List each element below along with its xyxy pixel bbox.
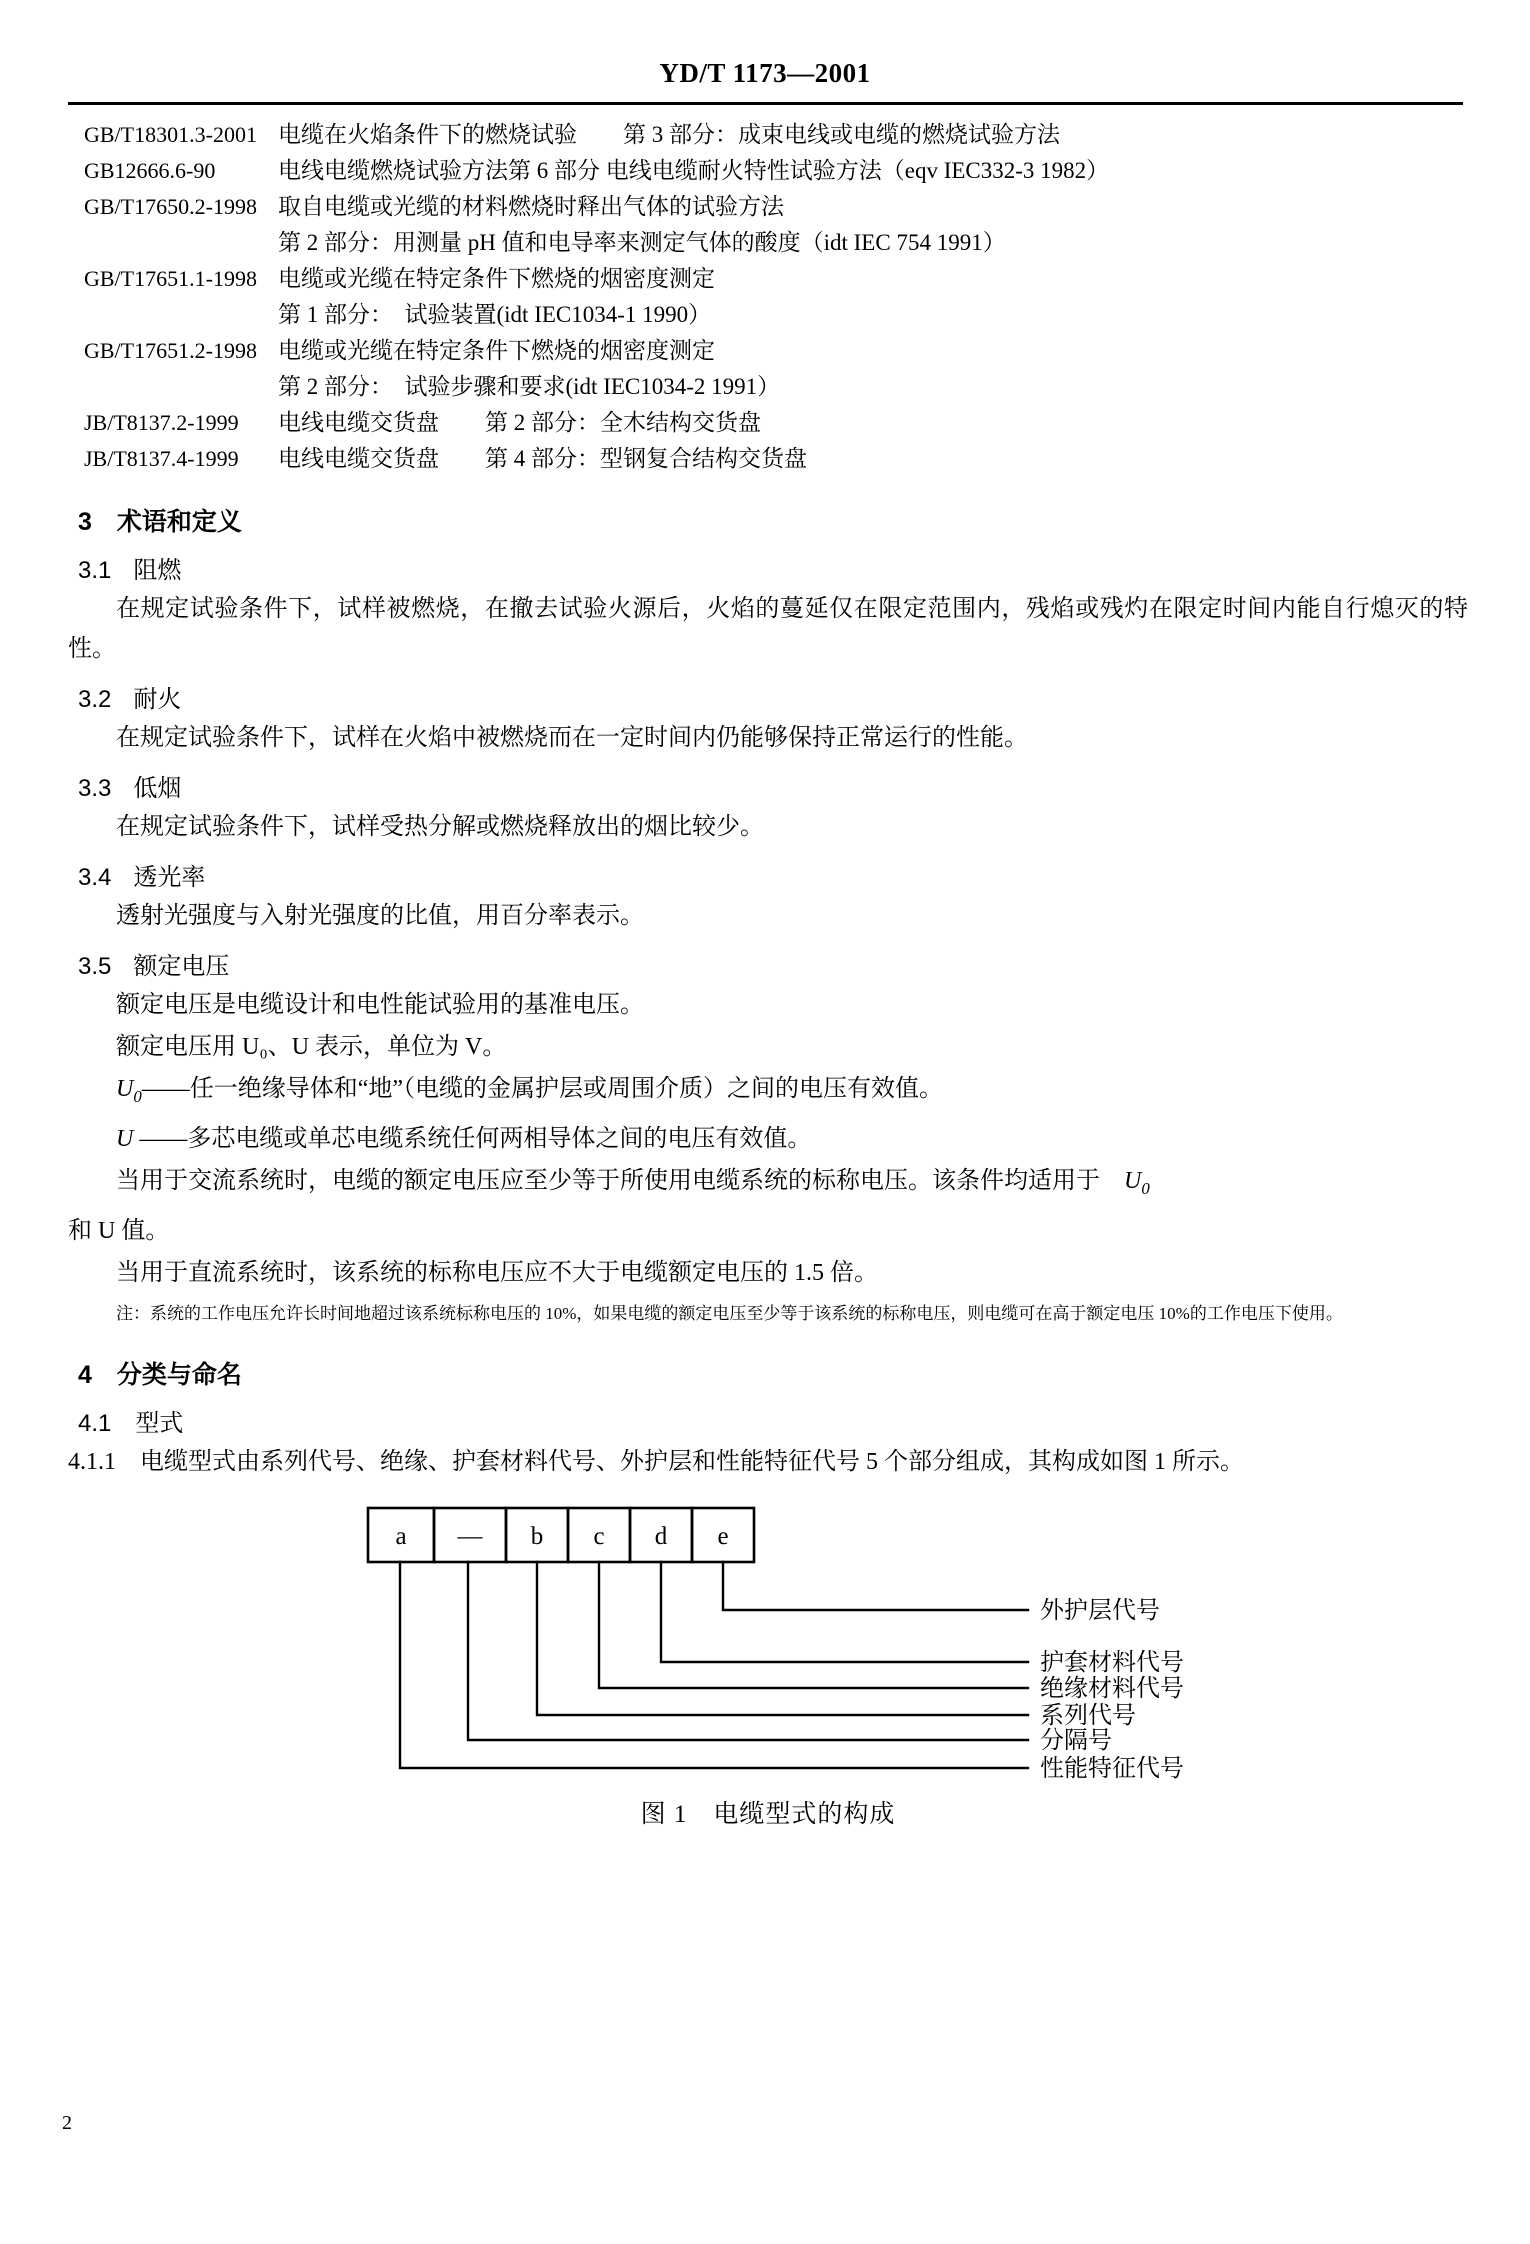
reference-code: GB/T17651.1-1998 [84, 266, 257, 291]
figure-1-diagram [68, 1500, 1468, 1780]
reference-row [68, 154, 1468, 188]
page-header-standard-number: YD/T 1173—2001 [659, 58, 871, 88]
leader-line-series-code [537, 1562, 1028, 1715]
symbol-u: U [116, 1125, 140, 1152]
clause-title: 透光率 [133, 864, 206, 891]
leader-line-performance-code [400, 1562, 1028, 1768]
reference-row-continuation [68, 226, 1468, 260]
section-heading-3: 3 术语和定义 [78, 508, 242, 536]
symbol-u-zero: $U_0$ [116, 1076, 142, 1106]
clause-title: 额定电压 [133, 953, 230, 980]
reference-code: GB/T17650.2-1998 [84, 194, 257, 219]
clause-body-3-3: 在规定试验条件下，试样受热分解或燃烧释放出的烟比较少。 [116, 814, 764, 840]
clause-number: 3.3 [78, 775, 112, 802]
clause-body-3-2: 在规定试验条件下，试样在火焰中被燃烧而在一定时间内仍能够保持正常运行的性能。 [116, 725, 1028, 751]
figure-1-svg [68, 1500, 1468, 1780]
clause-heading-3-2 [78, 679, 1468, 714]
reference-code: GB12666.6-90 [84, 158, 216, 183]
rated-voltage-u-definition [68, 1119, 1468, 1159]
section-heading-4: 4 分类与命名 [78, 1360, 242, 1389]
clause-body-3-5: 额定电压是电缆设计和电性能试验用的基准电压。 [116, 992, 644, 1018]
clause-number: 3.1 [78, 557, 112, 584]
figure-labels [1040, 1597, 1184, 1780]
leader-line-sheath-material [661, 1562, 1028, 1662]
reference-code: GB/T18301.3-2001 [84, 122, 257, 147]
clause-body-3-4: 透射光强度与入射光强度的比值，用百分率表示。 [116, 903, 644, 929]
reference-code: JB/T8137.2-1999 [84, 410, 239, 435]
figure-label-performance-code: 性能特征代号 [1040, 1754, 1184, 1780]
reference-row [68, 442, 1468, 476]
reference-row [68, 406, 1468, 440]
reference-title: 电线电缆交货盘 第 2 部分：全木结构交货盘 [278, 410, 761, 435]
figure-label-sheath-material: 护套材料代号 [1040, 1648, 1184, 1676]
figure-leader-lines [400, 1562, 1028, 1768]
reference-row [68, 118, 1468, 152]
reference-title: 取自电缆或光缆的材料燃烧时释出气体的试验方法 [278, 194, 784, 219]
header-divider-rule [68, 102, 1463, 105]
clause-title: 耐火 [133, 686, 182, 713]
reference-code: JB/T8137.4-1999 [84, 446, 239, 471]
leader-line-insulation-material [599, 1562, 1028, 1688]
rated-voltage-note: 注：系统的工作电压允许长时间地超过该系统标称电压的 10%，如果电缆的额定电压至少等于该系统的标称电压，则电缆可在高于额定电压 10%的工作电压下使用。 [116, 1303, 1343, 1323]
reference-title: 电线电缆燃烧试验方法第 6 部分 电线电缆耐火特性试验方法（eqv IEC332-3 1982） [278, 158, 1110, 183]
clause-number: 3.5 [78, 953, 112, 980]
rated-voltage-units-line: 额定电压用 U₀、U 表示，单位为 V。 [116, 1034, 507, 1060]
page-content [68, 112, 1468, 1830]
clause-heading-3-5 [78, 946, 1468, 981]
rated-voltage-dc-paragraph: 当用于直流系统时，该系统的标称电压应不大于电缆额定电压的 1.5 倍。 [116, 1259, 878, 1286]
figure-label-outer-sheath: 外护层代号 [1040, 1596, 1160, 1624]
clause-heading-3-3 [78, 768, 1468, 803]
reference-row-continuation [68, 298, 1468, 332]
reference-row [68, 262, 1468, 296]
reference-subtitle: 第 1 部分： 试验装置(idt IEC1034-1 1990） [278, 302, 712, 327]
ac-paragraph-text: 当用于交流系统时，电缆的额定电压应至少等于所使用电缆系统的标称电压。该条件均适用于 [116, 1167, 1100, 1194]
clause-heading-3-1 [78, 550, 1468, 585]
reference-title: 电缆或光缆在特定条件下燃烧的烟密度测定 [278, 266, 715, 291]
reference-row [68, 334, 1468, 368]
leader-line-separator-code [468, 1562, 1028, 1740]
figure-label-series-code: 系列代号 [1040, 1701, 1136, 1729]
clause-title: 低烟 [133, 775, 182, 802]
clause-heading-4-1: 4.1 型式 [78, 1409, 184, 1437]
code-box-letter-separator: — [457, 1522, 483, 1550]
clause-number: 3.4 [78, 864, 112, 891]
reference-subtitle: 第 2 部分： 试验步骤和要求(idt IEC1034-2 1991） [278, 374, 781, 399]
rated-voltage-ac-paragraph [68, 1161, 1468, 1209]
symbol-u-zero: $U_0$ [1124, 1167, 1150, 1198]
code-box-letter-d: d [654, 1522, 668, 1550]
rated-voltage-u0-definition [68, 1069, 1468, 1117]
leader-line-outer-sheath [723, 1562, 1028, 1610]
reference-title: 电线电缆交货盘 第 4 部分：型钢复合结构交货盘 [278, 446, 807, 471]
code-box-row [368, 1508, 754, 1562]
figure-label-separator-code: 分隔号 [1040, 1726, 1112, 1754]
reference-title: 电缆或光缆在特定条件下燃烧的烟密度测定 [278, 338, 715, 363]
reference-subtitle: 第 2 部分：用测量 pH 值和电导率来测定气体的酸度（idt IEC 754 1991） [278, 230, 1006, 255]
clause-heading-3-4 [78, 857, 1468, 892]
clause-number: 3.2 [78, 686, 112, 713]
code-box-letter-a: a [395, 1522, 407, 1550]
code-box-letters [395, 1523, 728, 1550]
figure-1-caption: 图 1 电缆型式的构成 [640, 1800, 896, 1828]
code-box-letter-c: c [593, 1522, 605, 1550]
reference-code: GB/T17651.2-1998 [84, 338, 257, 363]
u0-definition-text: ——任一绝缘导体和“地”（电缆的金属护层或周围介质）之间的电压有效值。 [141, 1076, 944, 1102]
rated-voltage-ac-paragraph-tail: 和 U 值。 [68, 1217, 170, 1244]
figure-label-insulation-material: 绝缘材料代号 [1040, 1674, 1184, 1702]
clause-body-3-1: 在规定试验条件下，试样被燃烧，在撤去试验火源后，火焰的蔓延仅在限定范围内，残焰或残灼在限定时间内能自行熄灭的特性。 [68, 596, 1468, 662]
u-definition-text: ——多芯电缆或单芯电缆系统任何两相导体之间的电压有效值。 [139, 1125, 812, 1152]
reference-title: 电缆在火焰条件下的燃烧试验 第 3 部分：成束电线或电缆的燃烧试验方法 [278, 122, 1060, 147]
reference-row-continuation [68, 370, 1468, 404]
code-box-letter-e: e [717, 1522, 729, 1550]
clause-body-4-1-1: 4.1.1 电缆型式由系列代号、绝缘、护套材料代号、外护层和性能特征代号 5 个部分组成，其构成如图 1 所示。 [68, 1448, 1244, 1475]
clause-title: 阻燃 [133, 557, 182, 584]
normative-references-list [68, 118, 1468, 476]
code-box-letter-b: b [530, 1522, 544, 1550]
page-number: 2 [62, 2112, 72, 2134]
reference-row [68, 190, 1468, 224]
